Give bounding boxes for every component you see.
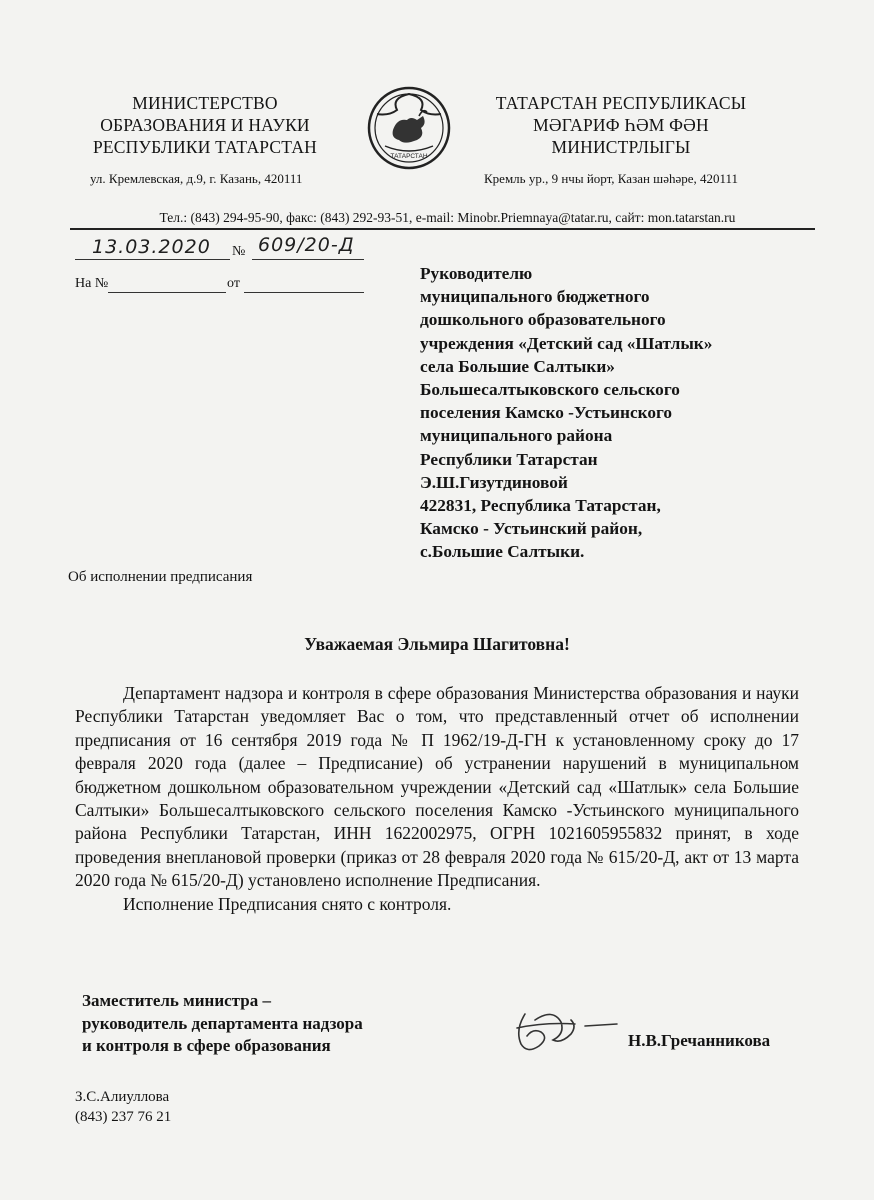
date-underline <box>75 259 230 260</box>
reference-number-underline <box>108 292 226 293</box>
addressee-line: учреждения «Детский сад «Шатлык» <box>420 333 713 353</box>
executor-phone: (843) 237 76 21 <box>75 1109 172 1125</box>
ministry-name-ru-line-3: РЕСПУБЛИКИ ТАТАРСТАН <box>92 137 317 157</box>
letter-body <box>75 682 799 916</box>
executor-info <box>75 1087 171 1127</box>
contact-line: Тел.: (843) 294-95-90, факс: (843) 292-93-51, e-mail: Minobr.Priemnaya@tatar.ru, сайт: mon.tatarstan.ru <box>159 210 736 225</box>
ministry-name-tt-line-3: МИНИСТРЛЫГЫ <box>551 137 691 157</box>
handwritten-signature <box>505 1000 620 1060</box>
header-divider <box>70 228 815 230</box>
addressee-line: Большесалтыковского сельского <box>420 380 680 400</box>
outgoing-number-label: № <box>232 244 246 259</box>
signatory-title-line-3: и контроля в сфере образования <box>82 1036 331 1055</box>
ministry-name-ru <box>70 92 340 158</box>
letter-subject: Об исполнении предписания <box>68 569 253 585</box>
reference-number-label: На № <box>75 276 109 291</box>
reference-date-underline <box>244 292 364 293</box>
addressee-line: 422831, Республика Татарстан, <box>420 496 661 516</box>
number-underline <box>252 259 364 260</box>
addressee-line: Э.Ш.Гизутдиновой <box>420 472 568 492</box>
ministry-name-tt-line-1: ТАТАРСТАН РЕСПУБЛИКАСЫ <box>495 93 747 113</box>
address-ru: ул. Кремлевская, д.9, г. Казань, 420111 <box>90 171 303 186</box>
addressee-line: дошкольного образовательного <box>420 310 666 330</box>
address-tt: Кремль ур., 9 нчы йорт, Казан шәһәре, 420111 <box>484 171 739 186</box>
addressee-line: Республики Татарстан <box>420 449 598 469</box>
signatory-title-line-2: руководитель департамента надзора <box>82 1013 363 1033</box>
signatory-name: Н.В.Гречанникова <box>628 1031 771 1050</box>
signatory-title-line-1: Заместитель министра – <box>82 991 271 1010</box>
body-paragraph-1: Департамент надзора и контроля в сфере образования Министерства образования и науки Республики Татарстан уведомляет Вас о том, что представленный отчет об исполнении предписания от 16 сентября 2019 года № П 1962/19-Д-ГН к установленному сроку до 17 февраля 2020 года (далее – Предписание) об устранении нарушений в муниципальном бюджетном дошкольном образовательном учреждении «Детский сад «Шатлык» села Большие Салтыки» Большесалтыковского сельского поселения Камско -Устьинского муниципального района Республики Татарстан, ИНН 1622002975, ОГРН 1021605955832 принят, в ходе проведения внеплановой проверки (приказ от 28 февраля 2020 года № 615/20-Д, акт от 13 марта 2020 года № 615/20-Д) установлено исполнение Предписания. <box>75 683 799 891</box>
addressee-line: муниципального бюджетного <box>420 287 650 307</box>
addressee-line: села Большие Салтыки» <box>420 356 615 376</box>
addressee-line: с.Большие Салтыки. <box>420 542 585 562</box>
executor-name: З.С.Алиуллова <box>75 1089 170 1105</box>
outgoing-number: 609/20-Д <box>258 234 355 256</box>
addressee-line: муниципального района <box>420 426 613 446</box>
body-paragraph-2: Исполнение Предписания снято с контроля. <box>123 893 452 914</box>
ministry-name-ru-line-2: ОБРАЗОВАНИЯ И НАУКИ <box>100 115 310 135</box>
emblem-caption: ТАТАРСТАН <box>390 153 428 160</box>
tatarstan-emblem <box>367 86 451 170</box>
ministry-name-ru-line-1: МИНИСТЕРСТВО <box>132 93 278 113</box>
outgoing-date: 13.03.2020 <box>92 236 211 258</box>
ministry-name-tt-line-2: МӘГАРИФ ҺӘМ ФӘН <box>533 115 709 135</box>
addressee-line: Руководителю <box>420 264 533 283</box>
salutation: Уважаемая Эльмира Шагитовна! <box>304 634 570 654</box>
reference-date-label: от <box>227 276 240 291</box>
ministry-name-tt <box>476 92 766 158</box>
addressee-line: поселения Камско -Устьинского <box>420 403 673 423</box>
signatory-title <box>82 990 363 1058</box>
addressee-block <box>420 262 712 564</box>
addressee-line: Камско - Устьинский район, <box>420 519 643 539</box>
